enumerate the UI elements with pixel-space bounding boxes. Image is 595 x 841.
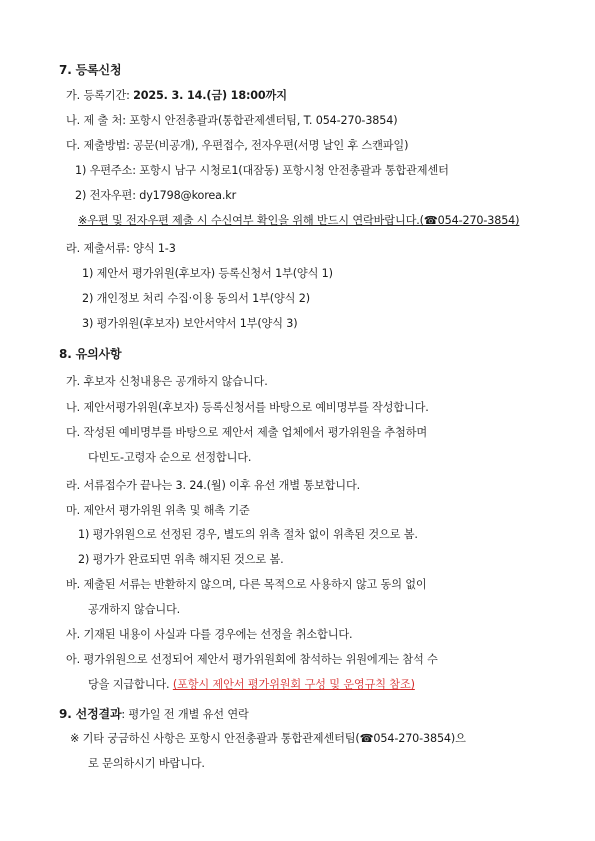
registration-period: [66, 88, 287, 104]
confirmation-notice: ※우편 및 전자우편 제출 시 수신여부 확인을 위해 반드시 연락바랍니다.(☎054-270-3854): [78, 214, 520, 227]
caution-item-c-line2: 다빈도-고령자 순으로 선정합니다.: [88, 451, 252, 464]
document-item-2: 2) 개인정보 처리 수집·이용 동의서 1부(양식 2): [82, 292, 310, 305]
document-item-1: 1) 제안서 평가위원(후보자) 등록신청서 1부(양식 1): [82, 267, 333, 280]
registration-period-value: 2025. 3. 14.(금) 18:00까지: [133, 89, 287, 102]
section-9-heading-line: [59, 706, 249, 723]
submission-method: 다. 제출방법: 공문(비공개), 우편접수, 전자우편(서명 날인 후 스캔파일): [66, 139, 409, 152]
caution-item-a: 가. 후보자 신청내용은 공개하지 않습니다.: [66, 375, 268, 388]
caution-item-h-line2: [88, 677, 415, 693]
caution-item-f-line2: 공개하지 않습니다.: [88, 603, 181, 616]
caution-item-b: 나. 제안서평가위원(후보자) 등록신청서를 바탕으로 예비명부를 작성합니다.: [66, 401, 429, 414]
caution-item-h-line1: 아. 평가위원으로 선정되어 제안서 평가위원회에 참석하는 위원에게는 참석 수: [66, 653, 438, 666]
required-documents: 라. 제출서류: 양식 1-3: [66, 242, 176, 255]
inquiry-line2: 로 문의하시기 바랍니다.: [88, 757, 205, 770]
caution-item-e: 마. 제안서 평가위원 위촉 및 해촉 기준: [66, 504, 250, 517]
selection-result-text: : 평가일 전 개별 유선 연락: [121, 708, 249, 721]
document-item-3: 3) 평가위원(후보자) 보안서약서 1부(양식 3): [82, 317, 298, 330]
section-7-heading: 7. 등록신청: [59, 63, 122, 77]
section-8-heading: 8. 유의사항: [59, 347, 122, 361]
caution-item-e2: 2) 평가가 완료되면 위촉 해지된 것으로 봄.: [78, 553, 284, 566]
caution-item-e1: 1) 평가위원으로 선정된 경우, 별도의 위촉 절차 없이 위촉된 것으로 봄.: [78, 528, 418, 541]
submission-office: 나. 제 출 처: 포항시 안전총괄과(통합관제센터팀, T. 054-270-3854): [66, 114, 398, 127]
inquiry-line1: ※ 기타 궁금하신 사항은 포항시 안전총괄과 통합관제센터팀(☎054-270-3854)으: [70, 732, 466, 745]
registration-period-label: 가. 등록기간:: [66, 89, 134, 102]
caution-item-c-line1: 다. 작성된 예비명부를 바탕으로 제안서 제출 업체에서 평가위원을 추첨하며: [66, 426, 428, 439]
regulation-reference: (포항시 제안서 평가위원회 구성 및 운영규칙 참조): [172, 678, 415, 691]
caution-item-g: 사. 기재된 내용이 사실과 다를 경우에는 선정을 취소합니다.: [66, 628, 353, 641]
section-9-heading: 9. 선정결과: [59, 707, 122, 721]
postal-address: 1) 우편주소: 포항시 남구 시청로1(대잠동) 포항시청 안전총괄과 통합관제센터: [75, 164, 449, 177]
caution-item-d: 라. 서류접수가 끝나는 3. 24.(월) 이후 유선 개별 통보합니다.: [66, 479, 361, 492]
caution-item-f-line1: 바. 제출된 서류는 반환하지 않으며, 다른 목적으로 사용하지 않고 동의 없이: [66, 578, 427, 591]
caution-item-h-text: 당을 지급합니다.: [88, 678, 173, 691]
email-address: 2) 전자우편: dy1798@korea.kr: [75, 189, 237, 202]
